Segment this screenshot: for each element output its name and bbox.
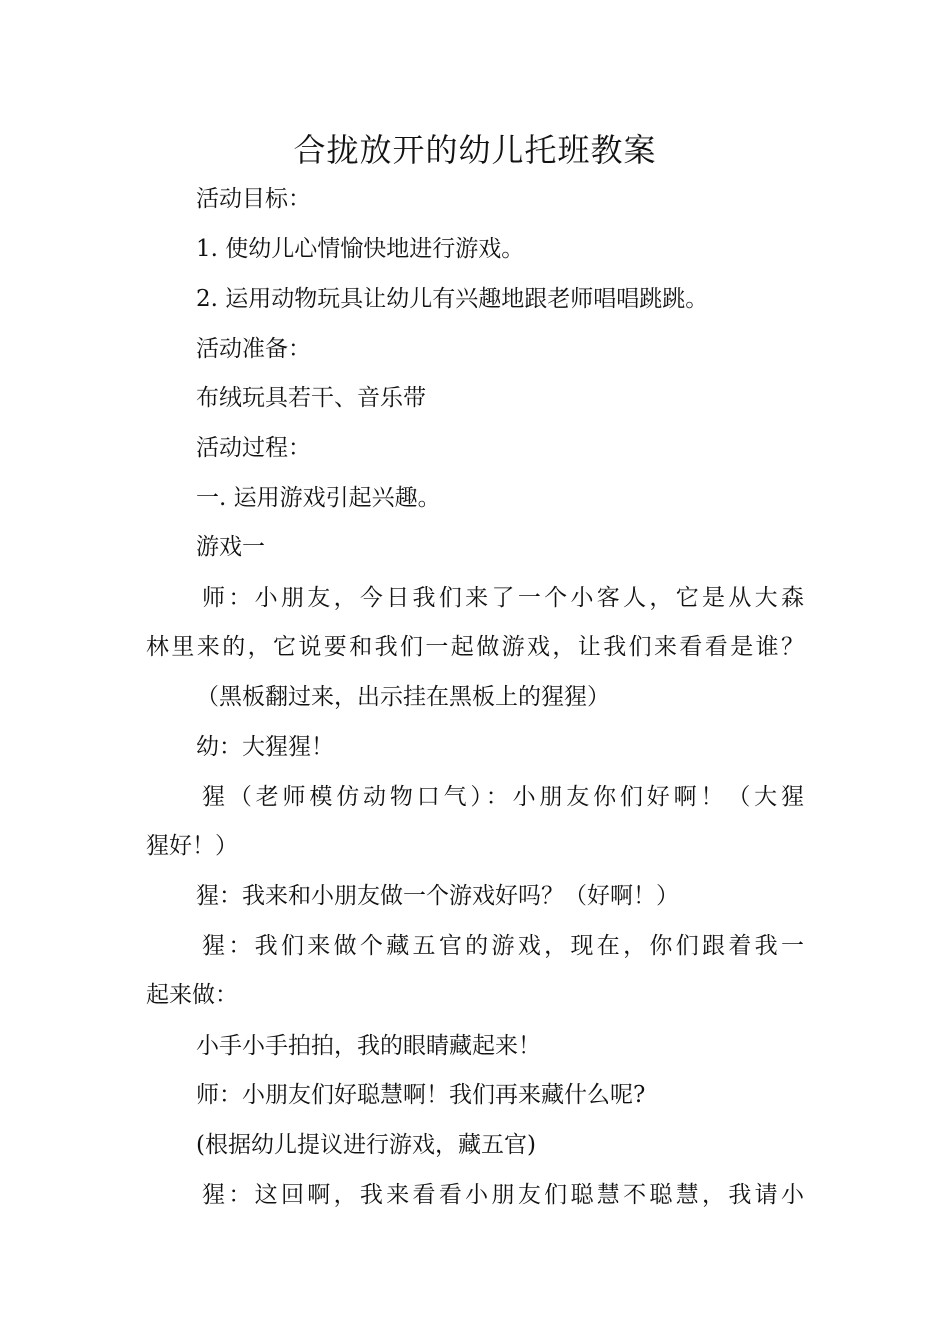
text-line-gorilla-hide-features-cont: 起来做： (146, 982, 238, 1008)
text-line-teacher-praise: 师：小朋友们好聪慧啊！我们再来藏什么呢? (196, 1082, 646, 1108)
text-line-objective-1: 1. 使幼儿心情愉快地进行游戏。 (196, 236, 525, 262)
text-line-kids-reply: 幼：大猩猩！ (196, 734, 334, 760)
text-line-objectives-heading: 活动目标： (196, 186, 311, 212)
text-line-gorilla-greeting-cont: 猩好！） (146, 833, 238, 859)
text-line-gorilla-game-offer: 猩：我来和小朋友做一个游戏好吗？（好啊！） (196, 883, 679, 909)
text-line-kids-suggest: (根据幼儿提议进行游戏，藏五官) (196, 1132, 536, 1158)
text-line-gorilla-greeting: 猩（老师模仿动物口气）：小朋友你们好啊！（大猩 (202, 784, 804, 810)
text-line-gorilla-hide-features: 猩：我们来做个藏五官的游戏，现在，你们跟着我一 (202, 933, 804, 959)
text-line-preparation-items: 布绒玩具若干、音乐带 (196, 385, 426, 411)
text-line-game-one: 游戏一 (196, 534, 265, 560)
text-line-gorilla-check: 猩：这回啊，我来看看小朋友们聪慧不聪慧，我请小 (202, 1182, 804, 1208)
text-line-step-1: 一. 运用游戏引起兴趣。 (196, 485, 441, 511)
text-line-chant: 小手小手拍拍，我的眼睛藏起来！ (196, 1033, 541, 1059)
document-title: 合拢放开的幼儿托班教案 (293, 131, 657, 169)
text-line-teacher-intro-cont: 林里来的，它说要和我们一起做游戏，让我们来看看是谁？ (146, 634, 804, 660)
text-line-blackboard: （黑板翻过来，出示挂在黑板上的猩猩） (196, 684, 610, 710)
text-line-preparation-heading: 活动准备： (196, 336, 311, 362)
text-line-process-heading: 活动过程： (196, 435, 311, 461)
text-line-objective-2: 2. 运用动物玩具让幼儿有兴趣地跟老师唱唱跳跳。 (196, 286, 709, 312)
text-line-teacher-intro: 师：小朋友，今日我们来了一个小客人，它是从大森 (202, 585, 804, 611)
